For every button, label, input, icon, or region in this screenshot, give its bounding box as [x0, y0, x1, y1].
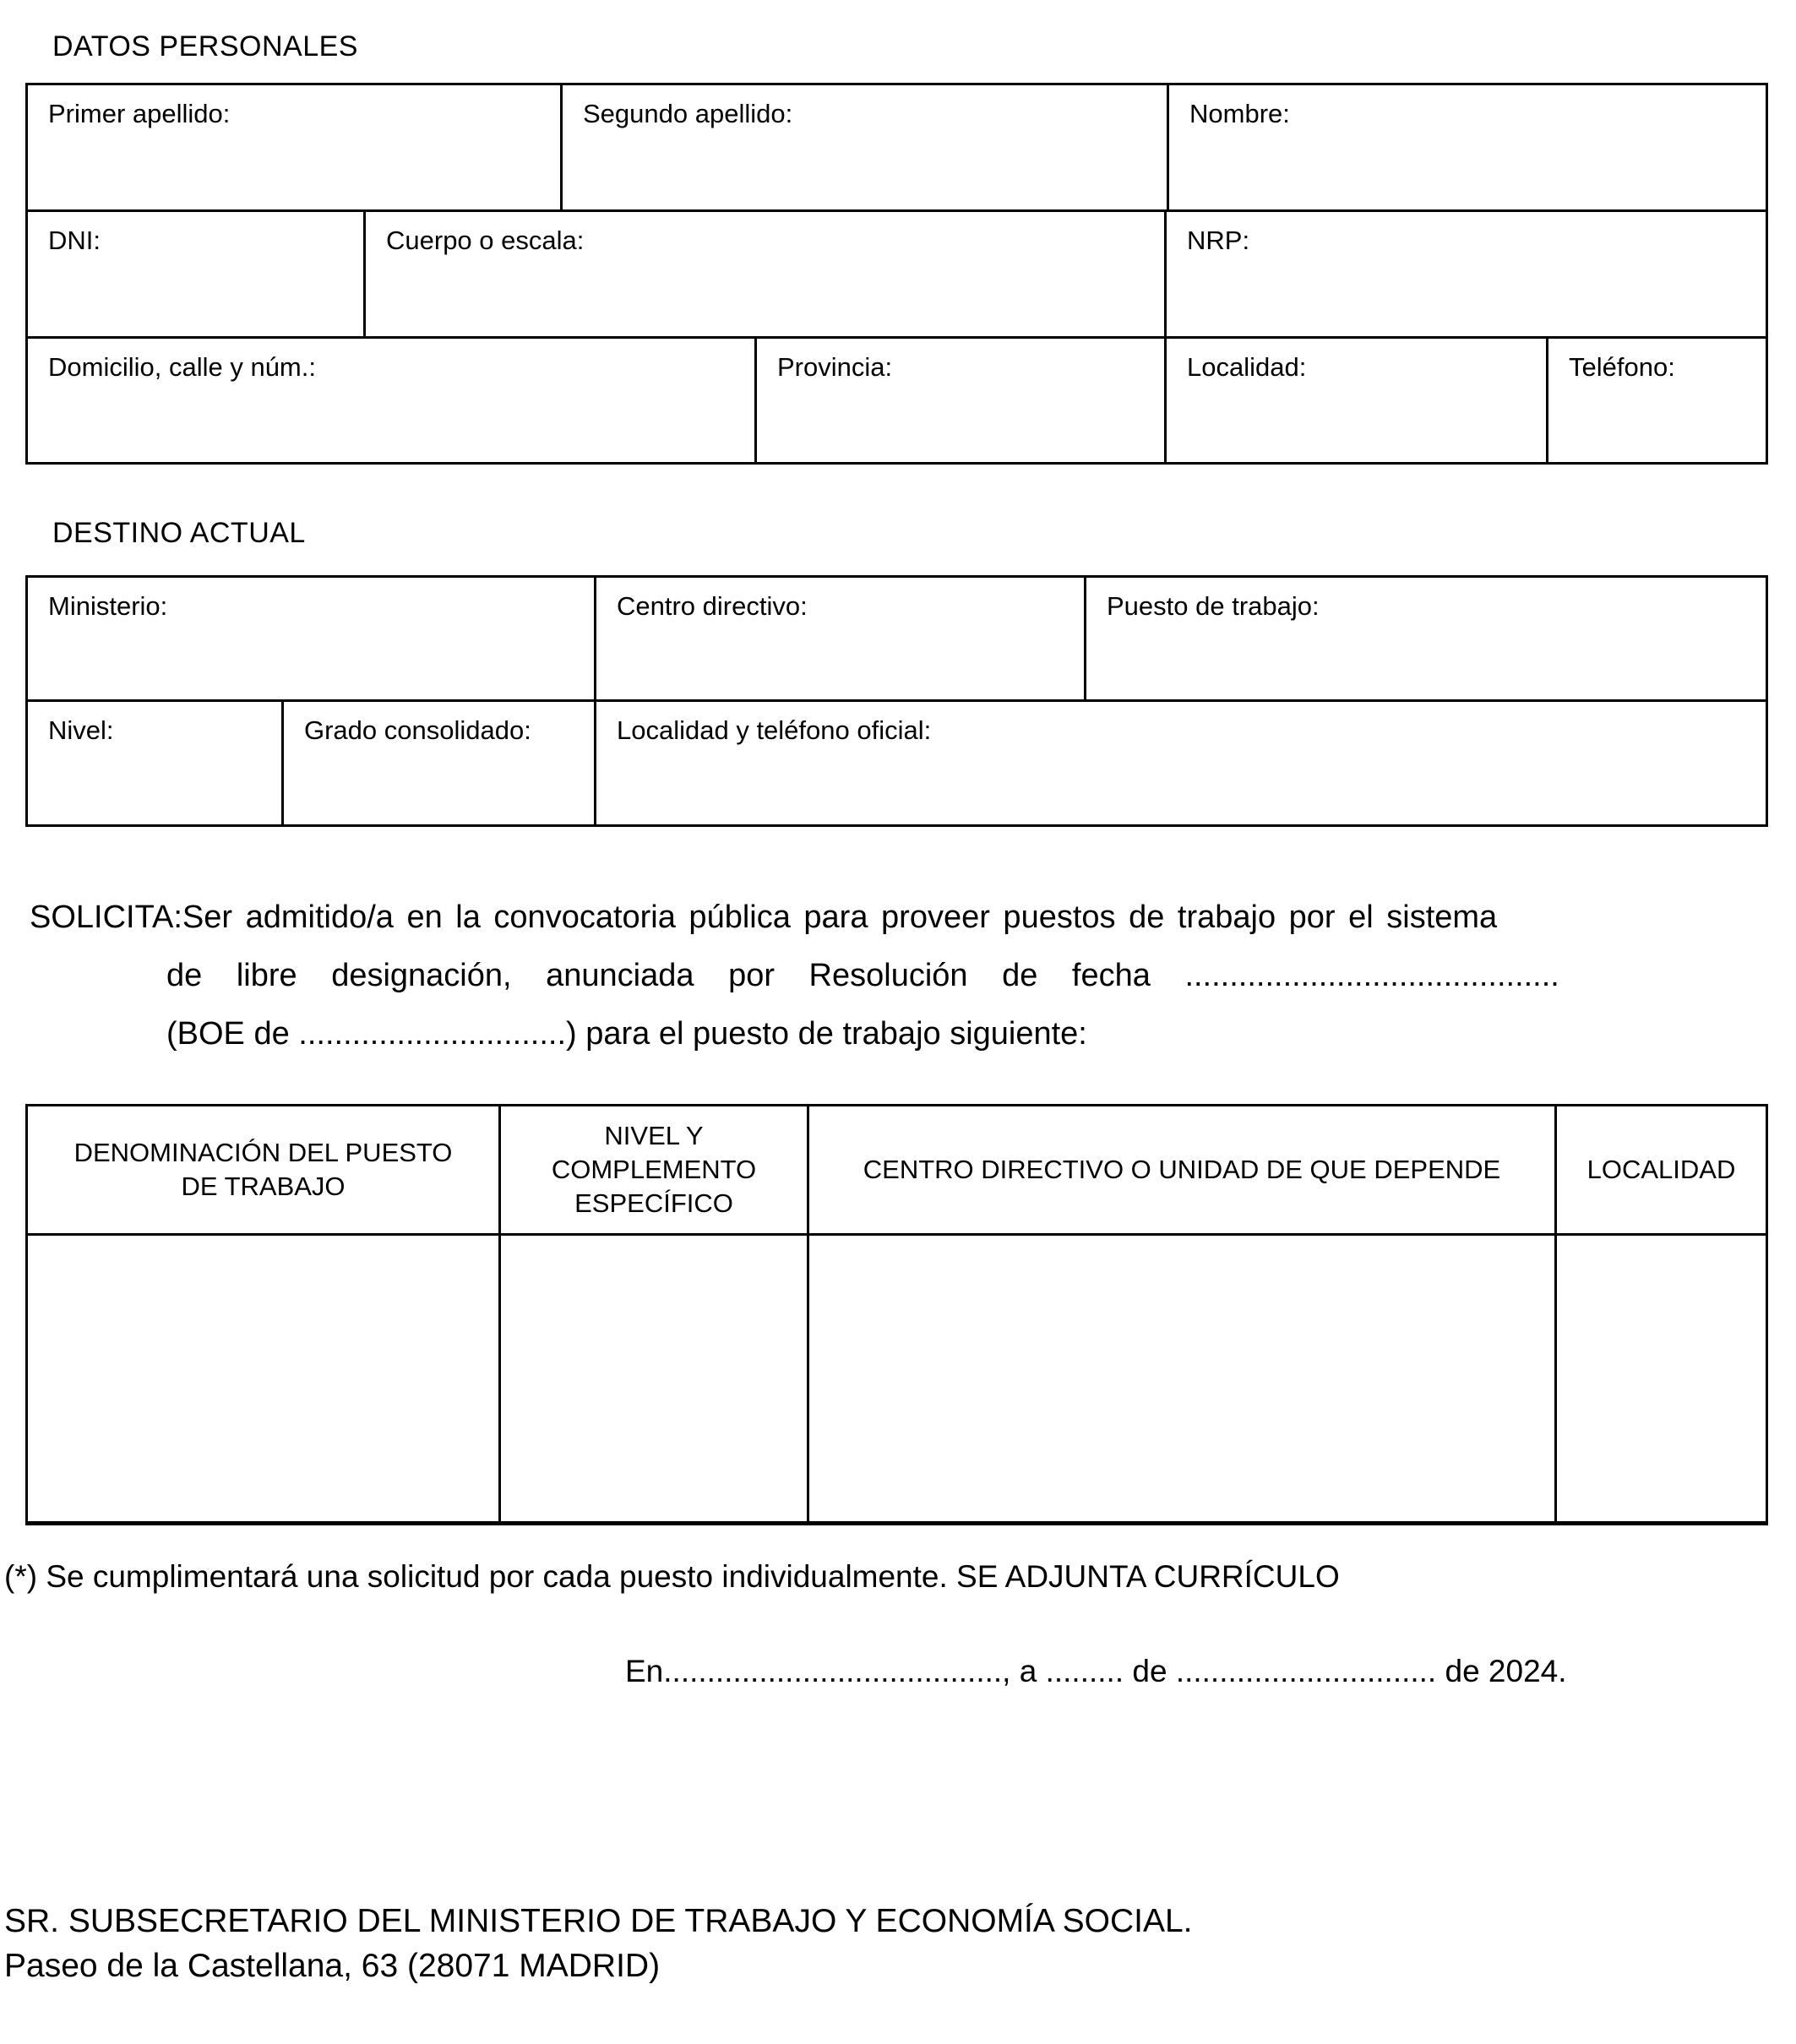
field-label: Domicilio, calle y núm.:: [48, 352, 316, 382]
field-localidad[interactable]: [1164, 339, 1546, 462]
solicita-label: SOLICITA:: [30, 900, 182, 935]
header-nivel-complemento: [498, 1106, 807, 1233]
destino-actual-table: [25, 575, 1768, 827]
field-label: Localidad:: [1187, 352, 1307, 382]
field-nombre[interactable]: [1167, 85, 1766, 209]
field-label: Segundo apellido:: [583, 99, 793, 128]
field-primer-apellido[interactable]: [28, 85, 560, 209]
field-grado-consolidado[interactable]: [281, 702, 594, 824]
field-telefono[interactable]: [1546, 339, 1766, 462]
field-dni[interactable]: [28, 212, 363, 336]
field-cuerpo-escala[interactable]: [363, 212, 1164, 336]
header-label: NIVEL Y COMPLEMENTO ESPECÍFICO: [551, 1121, 757, 1218]
footer-line-1: SR. SUBSECRETARIO DEL MINISTERIO DE TRABAJO Y ECONOMÍA SOCIAL.: [4, 1903, 1193, 1939]
cell-denominacion-puesto[interactable]: [28, 1236, 498, 1521]
header-localidad: [1554, 1106, 1766, 1233]
field-label: Cuerpo o escala:: [386, 226, 585, 255]
field-label: Puesto de trabajo:: [1107, 591, 1320, 621]
header-label: CENTRO DIRECTIVO O UNIDAD DE QUE DEPENDE: [863, 1155, 1501, 1184]
field-label: Localidad y teléfono oficial:: [617, 715, 932, 745]
footer-line-2: Paseo de la Castellana, 63 (28071 MADRID): [4, 1948, 661, 1984]
table-row: [28, 336, 1766, 462]
solicita-text-1: Ser admitido/a en la convocatoria pública para proveer puestos de trabajo por el sistema: [182, 900, 1498, 935]
table-row: [28, 578, 1766, 699]
field-provincia[interactable]: [754, 339, 1164, 462]
field-label: Teléfono:: [1569, 352, 1675, 382]
table-row: [28, 209, 1766, 336]
field-label: DNI:: [48, 226, 101, 255]
cell-nivel-complemento[interactable]: [498, 1236, 807, 1521]
field-ministerio[interactable]: [28, 578, 594, 699]
solicita-line-3: (BOE de ..............................) para el puesto de trabajo siguiente:: [166, 1016, 1087, 1052]
datos-personales-heading: DATOS PERSONALES: [52, 30, 358, 63]
field-label: Primer apellido:: [48, 99, 231, 128]
field-domicilio[interactable]: [28, 339, 754, 462]
cell-centro-directivo[interactable]: [807, 1236, 1554, 1521]
date-line: En......................................., a ......... de .............................. de 2024.: [625, 1654, 1567, 1688]
header-centro-directivo: [807, 1106, 1554, 1233]
header-label: DENOMINACIÓN DEL PUESTO DE TRABAJO: [73, 1138, 453, 1201]
table-header-row: [28, 1106, 1766, 1233]
destino-actual-heading: DESTINO ACTUAL: [52, 517, 306, 549]
field-segundo-apellido[interactable]: [560, 85, 1167, 209]
table-row: [28, 1233, 1766, 1521]
field-label: Ministerio:: [48, 591, 168, 621]
field-localidad-telefono-oficial[interactable]: [594, 702, 1766, 824]
solicita-paragraph: [30, 889, 1719, 1063]
field-nivel[interactable]: [28, 702, 281, 824]
field-label: Nivel:: [48, 715, 114, 745]
field-puesto-trabajo[interactable]: [1084, 578, 1766, 699]
header-denominacion-puesto: [28, 1106, 498, 1233]
footer-address: [4, 1899, 1192, 1988]
field-centro-directivo[interactable]: [594, 578, 1084, 699]
field-nrp[interactable]: [1164, 212, 1766, 336]
table-row: [28, 85, 1766, 209]
solicita-line-2: de libre designación, anunciada por Resolución de fecha ..........................................: [166, 958, 1559, 993]
cell-localidad[interactable]: [1554, 1236, 1766, 1521]
footnote: (*) Se cumplimentará una solicitud por cada puesto individualmente. SE ADJUNTA CURRÍCULO: [4, 1559, 1340, 1594]
solicita-line-1: [30, 889, 1719, 947]
field-label: Centro directivo:: [617, 591, 808, 621]
field-label: Provincia:: [777, 352, 893, 382]
field-label: Nombre:: [1189, 99, 1290, 128]
field-label: NRP:: [1187, 226, 1250, 255]
puestos-table: [25, 1104, 1768, 1525]
datos-personales-table: [25, 83, 1768, 465]
field-label: Grado consolidado:: [304, 715, 531, 745]
header-label: LOCALIDAD: [1586, 1155, 1736, 1184]
table-row: [28, 699, 1766, 824]
